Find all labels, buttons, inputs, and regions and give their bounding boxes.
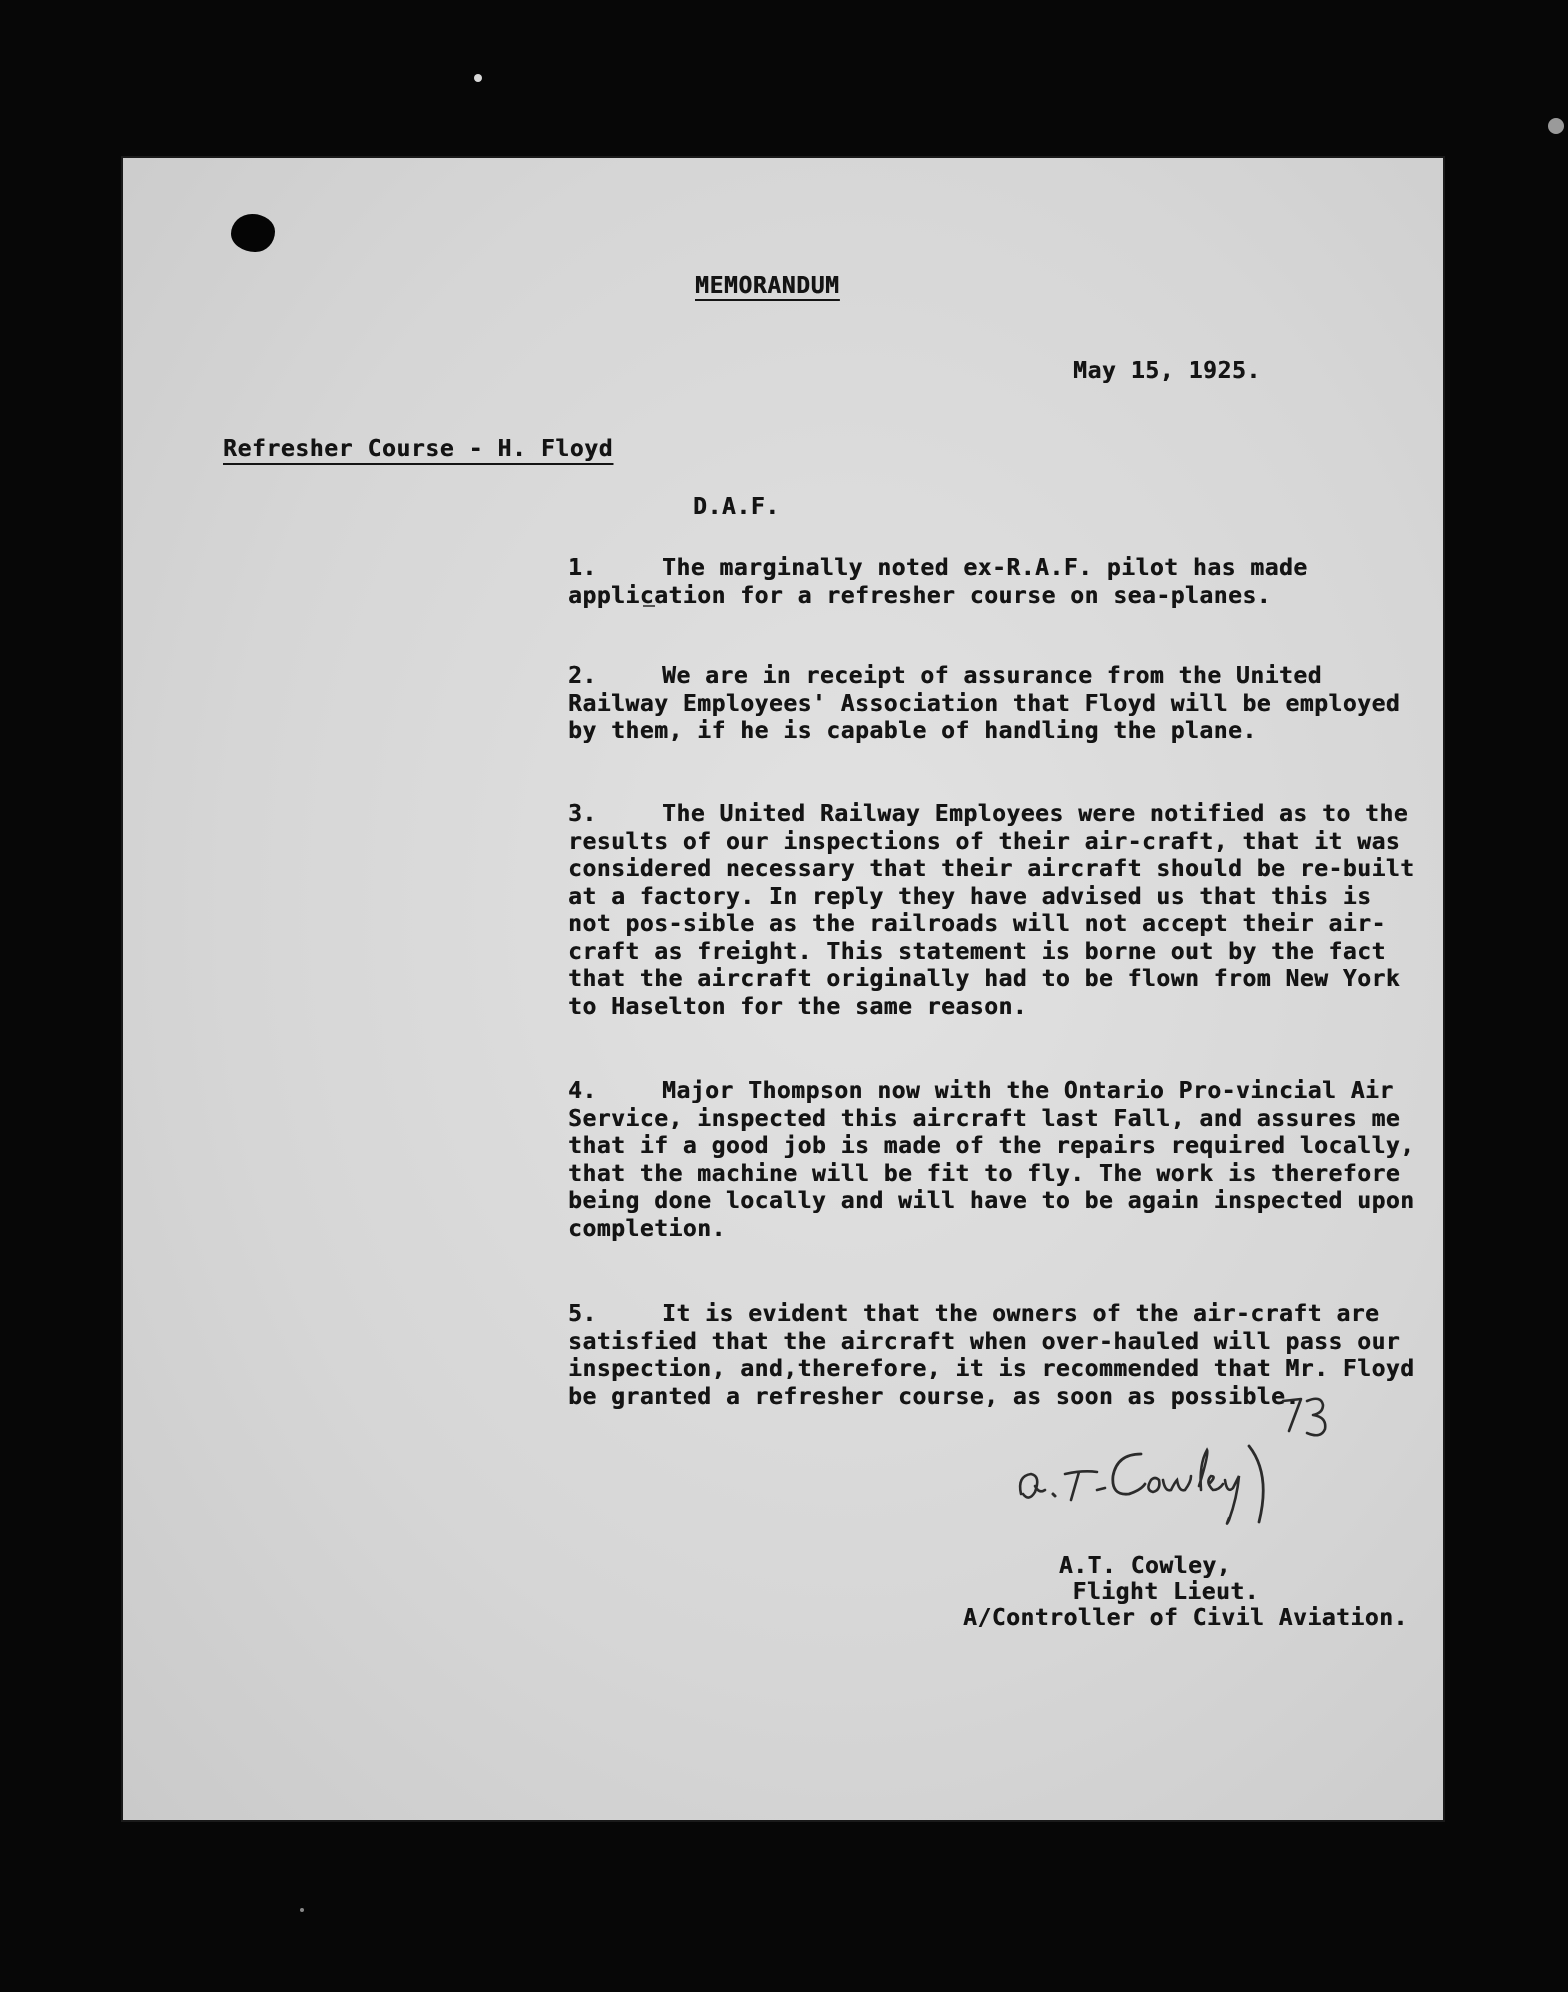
paragraph-text: It is evident that the owners of the air-craft are satisfied that the aircraft when over-hauled will pass our inspection, and,therefore, it is recommended that Mr. Floyd be granted a refresher course, as soon as possible. <box>568 1301 1415 1410</box>
memo-addressee: D.A.F. <box>693 494 780 520</box>
signature-block <box>963 1553 1408 1631</box>
paragraph-number: 5. <box>568 1301 597 1327</box>
paragraph-1 <box>568 555 1418 610</box>
paragraph-number: 1. <box>568 555 597 581</box>
scan-speck <box>474 74 482 82</box>
ink-blot <box>231 214 275 252</box>
paragraph-text: The marginally noted ex-R.A.F. pilot has made application for a refresher course on sea-planes. <box>568 555 1308 609</box>
scan-speck <box>1548 118 1564 134</box>
paragraph-number: 2. <box>568 663 597 689</box>
memo-subject: Refresher Course - H. Floyd <box>223 436 614 462</box>
paragraph-text: Major Thompson now with the Ontario Pro-vincial Air Service, inspected this aircraft last Fall, and assures me that if a good job is made of the repairs required locally, that the machine will be fit to fly. The work is therefore being done locally and will have to be again inspected upon completion. <box>568 1078 1415 1242</box>
paragraph-text: The United Railway Employees were notified as to the results of our inspections of their air-craft, that it was considered necessary that their aircraft should be re-built at a factory. In reply they have advised us that this is not pos-sible as the railroads will not accept their air-craft as freight. This statement is borne out by the fact that the aircraft originally had to be flown from New York to Haselton for the same reason. <box>568 801 1415 1020</box>
signatory-name: A.T. Cowley, <box>1058 1553 1231 1579</box>
signatory-rank: Flight Lieut. <box>1072 1579 1259 1605</box>
paragraph-3 <box>568 801 1418 1021</box>
paragraph-2 <box>568 663 1418 746</box>
memo-date: May 15, 1925. <box>1073 358 1261 384</box>
memorandum-page <box>123 158 1443 1820</box>
signatory-title: A/Controller of Civil Aviation. <box>963 1605 1408 1631</box>
paragraph-number: 3. <box>568 801 597 827</box>
paragraph-4 <box>568 1078 1418 1243</box>
memo-title: MEMORANDUM <box>695 273 840 299</box>
handwritten-signature <box>1013 1424 1303 1534</box>
scan-speck <box>300 1908 304 1912</box>
paragraph-number: 4. <box>568 1078 597 1104</box>
paragraph-text: We are in receipt of assurance from the United Railway Employees' Association that Floyd will be employed by them, if he is capable of handling the plane. <box>568 663 1401 744</box>
